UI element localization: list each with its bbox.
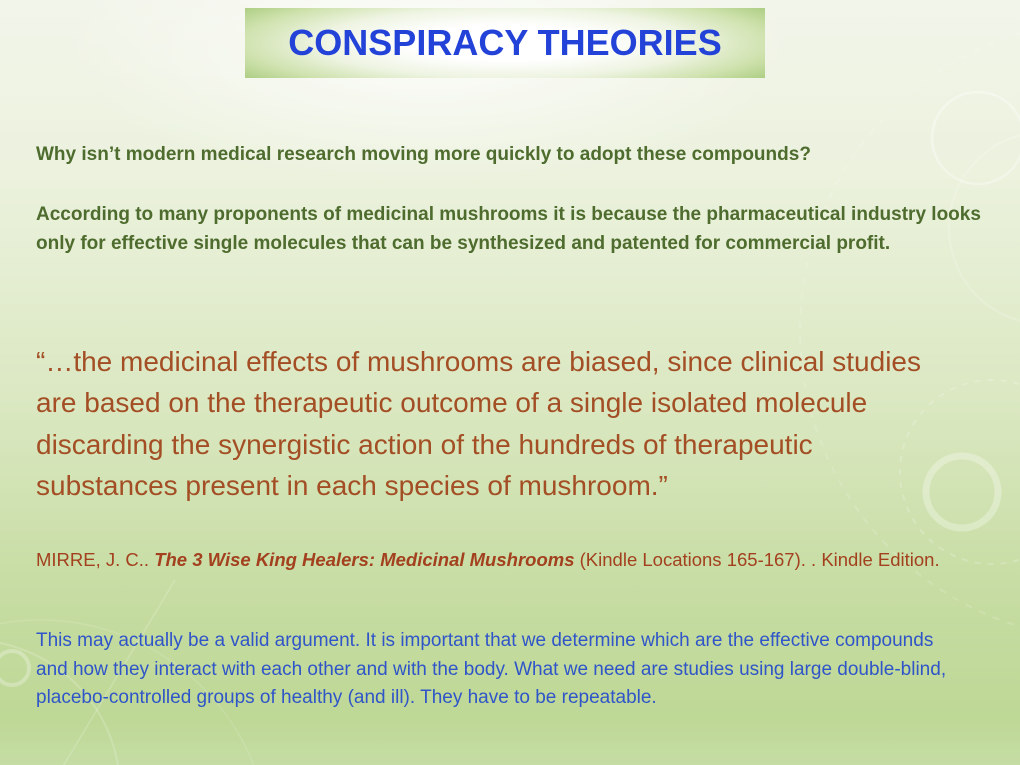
- commentary-paragraph: This may actually be a valid argument. It is important that we determine which are the effective compounds and how they interact with each other and with the body. What we need are studies using large double-blind, placebo-controlled groups of healthy (and ill). They have to be repeatable.: [36, 630, 947, 708]
- slide-title: CONSPIRACY THEORIES: [288, 22, 722, 63]
- quote-paragraph: “…the medicinal effects of mushrooms are biased, since clinical studies are based on the therapeutic outcome of a single isolated molecule discarding the synergistic action of the hundreds of therapeutic substances present in each species of mushroom.”: [36, 346, 921, 502]
- title-banner: [245, 8, 765, 78]
- argument-paragraph: According to many proponents of medicinal mushrooms it is because the pharmaceutical industry looks only for effective single molecules that can be synthesized and patented for commercial profit.: [36, 204, 981, 254]
- citation-book-title: The 3 Wise King Healers: Medicinal Mushrooms: [154, 549, 575, 570]
- citation-author: MIRRE, J. C..: [36, 549, 155, 570]
- citation-line: [36, 547, 940, 573]
- citation-details: (Kindle Locations 165-167). . Kindle Edition.: [574, 549, 940, 570]
- question-paragraph: Why isn’t modern medical research moving more quickly to adopt these compounds?: [36, 144, 811, 165]
